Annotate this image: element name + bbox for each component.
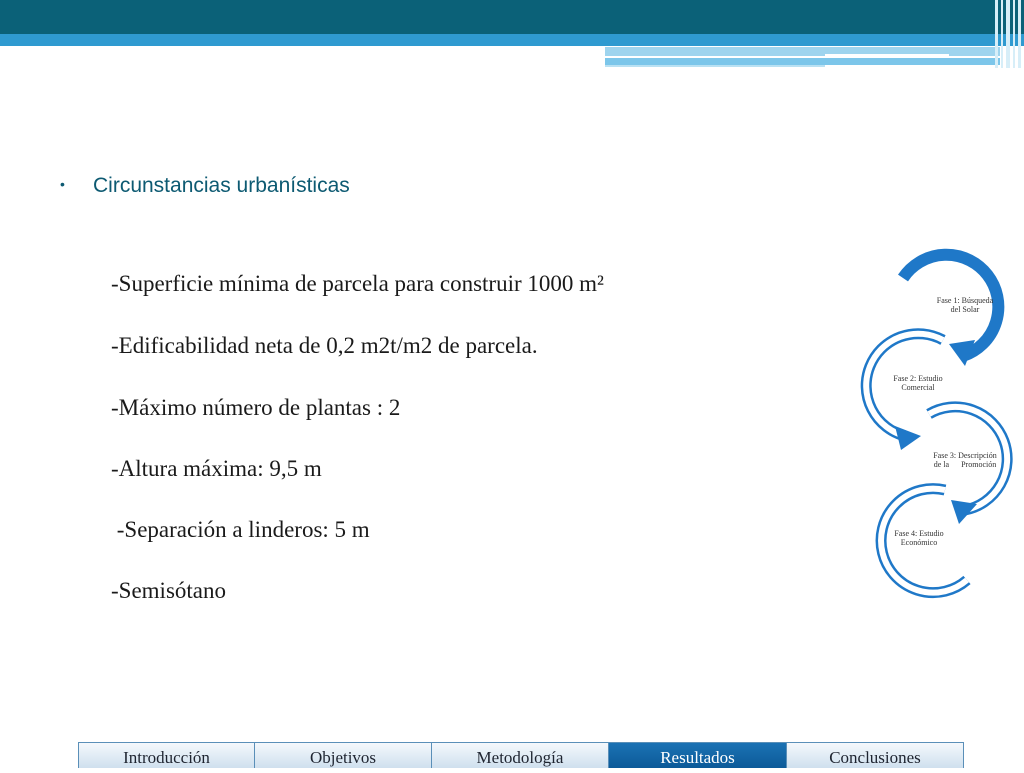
tab-introduccion[interactable]: Introducción <box>78 742 254 768</box>
phase-3-label: Fase 3: Descripción de la Promoción <box>933 451 997 469</box>
content-line: -Máximo número de plantas : 2 <box>111 395 401 420</box>
content-line: -Superficie mínima de parcela para construir 1000 m² <box>111 271 604 296</box>
section-nav <box>78 742 968 768</box>
content-line: -Semisótano <box>111 578 226 603</box>
header-bar <box>0 0 1024 34</box>
content-line: -Separación a linderos: 5 m <box>111 517 370 542</box>
slide-heading: Circunstancias urbanísticas <box>93 174 350 197</box>
phase-4-label: Fase 4: Estudio Económico <box>894 529 944 547</box>
phase-2-label: Fase 2: Estudio Comercial <box>893 374 943 392</box>
tab-metodologia[interactable]: Metodología <box>431 742 608 768</box>
bullet-icon: • <box>60 176 65 192</box>
tab-resultados[interactable]: Resultados <box>608 742 786 768</box>
content-line: -Edificabilidad neta de 0,2 m2t/m2 de parcela. <box>111 333 538 358</box>
header-stripe <box>605 58 1000 65</box>
content-line: -Altura máxima: 9,5 m <box>111 456 322 481</box>
header-gap <box>0 46 605 50</box>
cycle-arrowhead-2 <box>895 426 921 450</box>
header-stripe <box>825 54 949 57</box>
tab-objetivos[interactable]: Objetivos <box>254 742 431 768</box>
header-vertical-bars <box>993 0 1024 68</box>
header-stripe <box>605 65 825 67</box>
tab-conclusiones[interactable]: Conclusiones <box>786 742 964 768</box>
phase-1-label: Fase 1: Búsqueda del Solar <box>936 296 994 314</box>
header-accent-bar <box>0 34 1024 46</box>
phase-cycle-diagram <box>855 240 1020 600</box>
